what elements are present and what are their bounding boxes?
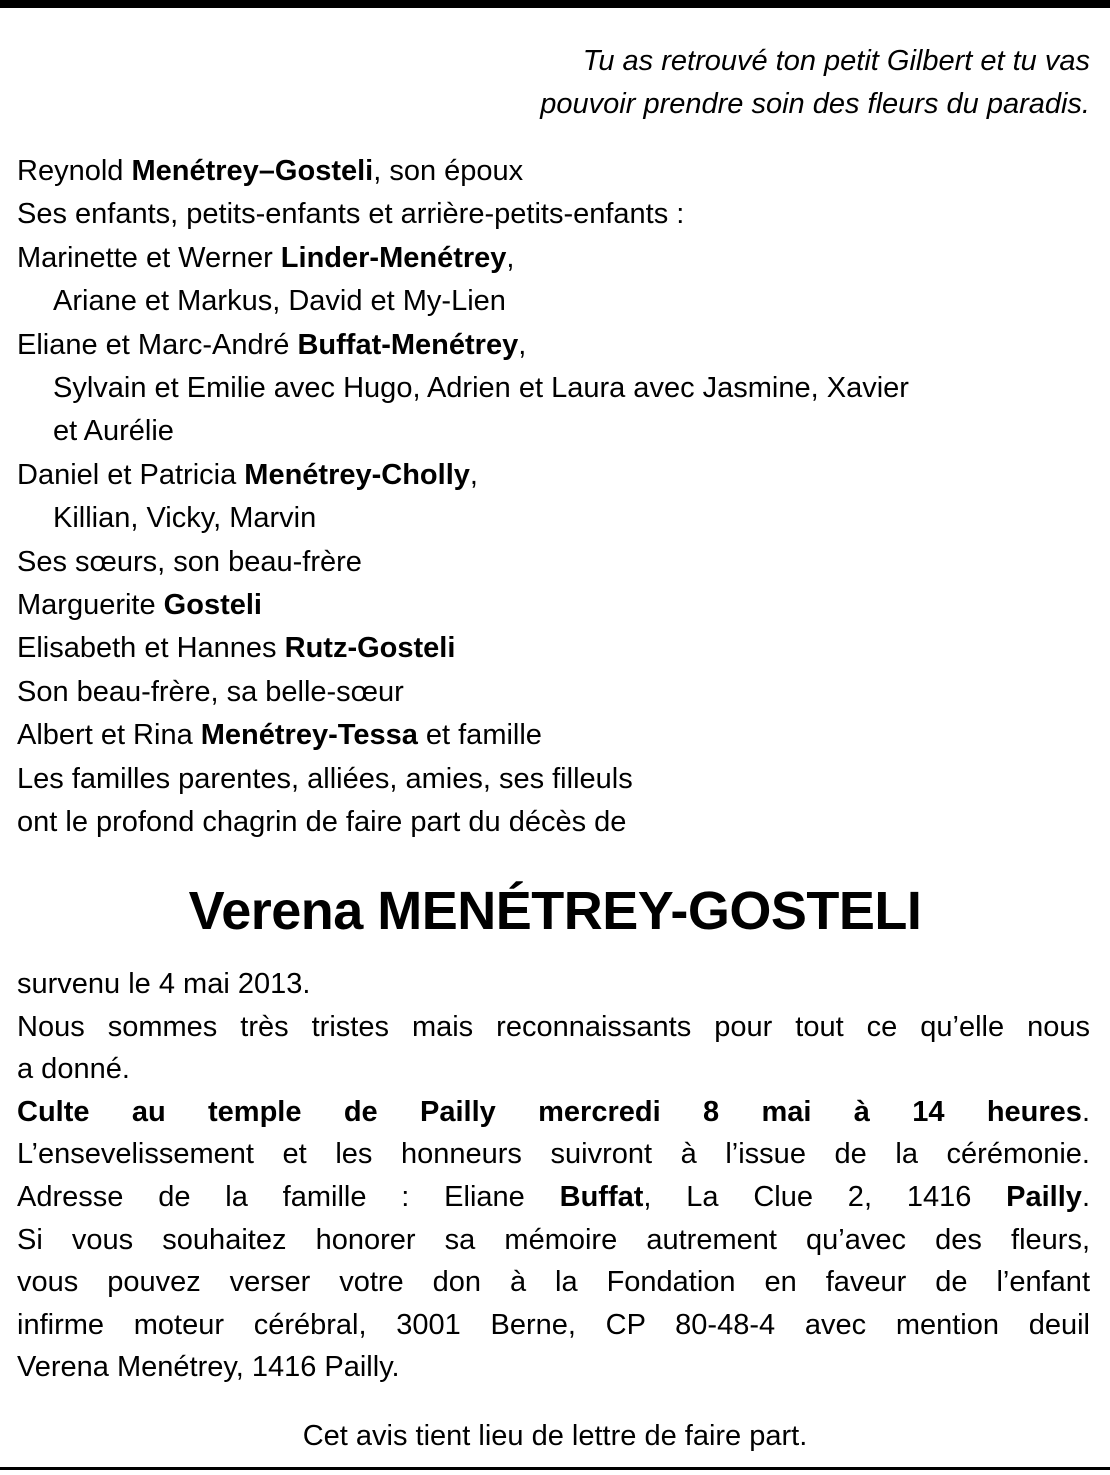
family-line	[17, 801, 1092, 844]
text-segment: Son beau-frère, sa belle-sœur	[17, 675, 404, 708]
text-segment: a donné.	[17, 1053, 130, 1086]
text-segment: , La Clue 2, 1416	[643, 1180, 1007, 1213]
text-segment: .	[1081, 1095, 1090, 1128]
text-segment: ,	[506, 241, 515, 274]
family-line	[17, 454, 1092, 497]
top-rule	[0, 0, 1110, 8]
family-line	[17, 193, 1092, 236]
text-segment: Albert et Rina	[17, 719, 201, 752]
text-segment: Sylvain et Emilie avec Hugo, Adrien et Laura avec Jasmine, Xavier	[53, 372, 909, 405]
family-line	[17, 237, 1092, 280]
family-line	[17, 627, 1092, 670]
text-segment: Eliane et Marc-André	[17, 328, 298, 361]
announcement-line	[17, 1006, 1090, 1049]
text-segment: Nous sommes très tristes mais reconnaissants pour tout ce qu’elle nous	[17, 1010, 1090, 1043]
announcement-line	[17, 1261, 1090, 1304]
quote-line: Tu as retrouvé ton petit Gilbert et tu vas	[582, 45, 1090, 77]
text-segment: Ses sœurs, son beau-frère	[17, 545, 362, 578]
text-segment: Ses enfants, petits-enfants et arrière-petits-enfants :	[17, 198, 685, 231]
bold-name: Rutz-Gosteli	[284, 632, 456, 665]
announcement-line	[17, 1346, 1090, 1389]
bold-name: Gosteli	[163, 589, 262, 622]
text-segment: Daniel et Patricia	[17, 458, 245, 491]
family-line	[17, 714, 1092, 757]
closing-note: Cet avis tient lieu de lettre de faire part.	[302, 1420, 808, 1452]
text-segment: et famille	[417, 719, 542, 752]
family-line	[17, 280, 1092, 323]
text-segment: ,	[518, 328, 527, 361]
announcement-line	[17, 963, 1090, 1006]
family-line	[17, 150, 1092, 193]
announcement-line	[17, 1091, 1090, 1134]
quote-line: pouvoir prendre soin des fleurs du paradis.	[540, 88, 1090, 120]
family-line	[17, 758, 1092, 801]
bold-name: Menétrey–Gosteli	[131, 155, 374, 187]
family-list	[17, 150, 1092, 845]
text-segment: Verena Menétrey, 1416 Pailly.	[17, 1351, 400, 1384]
text-segment: vous pouvez verser votre don à la Fondation en faveur de l’enfant	[17, 1266, 1090, 1299]
announcement-line	[17, 1133, 1090, 1176]
family-line	[17, 541, 1092, 584]
family-line	[17, 671, 1092, 714]
bottom-rule	[0, 1467, 1110, 1470]
bold-name: Linder-Menétrey	[280, 241, 507, 274]
text-segment: Adresse de la famille : Eliane	[17, 1180, 560, 1213]
deceased-name: Verena MENÉTREY-GOSTELI	[188, 881, 922, 941]
bold-name: Menétrey-Tessa	[200, 719, 418, 752]
family-line	[17, 584, 1092, 627]
announcement-line	[17, 1304, 1090, 1347]
text-segment: Les familles parentes, alliées, amies, ses filleuls	[17, 762, 633, 795]
text-segment: Elisabeth et Hannes	[17, 632, 285, 665]
bold-name: Pailly	[1006, 1180, 1082, 1213]
text-segment: ont le profond chagrin de faire part du décès de	[17, 806, 627, 839]
text-segment: Killian, Vicky, Marvin	[53, 502, 317, 535]
text-segment: Reynold	[17, 155, 132, 187]
text-segment: Ariane et Markus, David et My-Lien	[53, 285, 506, 318]
text-segment: Marinette et Werner	[17, 241, 281, 274]
bold-name: Buffat-Menétrey	[297, 328, 519, 361]
text-segment: Marguerite	[17, 589, 164, 622]
text-segment: , son époux	[373, 155, 524, 187]
text-segment: survenu le 4 mai 2013.	[17, 968, 311, 1000]
announcement-line	[17, 1219, 1090, 1262]
announcement-line	[17, 1176, 1090, 1219]
bold-name: Culte au temple de Pailly mercredi 8 mai à 14 heures	[17, 1095, 1082, 1128]
announcement-text	[17, 963, 1090, 1389]
family-line	[17, 410, 1092, 453]
bold-name: Buffat	[559, 1180, 644, 1213]
text-segment: et Aurélie	[53, 415, 174, 448]
bold-name: Menétrey-Cholly	[244, 458, 470, 491]
text-segment: Si vous souhaitez honorer sa mémoire autrement qu’avec des fleurs,	[17, 1223, 1090, 1256]
text-segment: ,	[469, 458, 478, 491]
family-line	[17, 324, 1092, 367]
epigraph-quote	[540, 40, 1090, 126]
text-segment: L’ensevelissement et les honneurs suivront à l’issue de la cérémonie.	[17, 1138, 1090, 1171]
text-segment: infirme moteur cérébral, 3001 Berne, CP 80-48-4 avec mention deuil	[17, 1308, 1090, 1341]
announcement-line	[17, 1048, 1090, 1091]
family-line	[17, 367, 1092, 410]
text-segment: .	[1081, 1180, 1090, 1213]
family-line	[17, 497, 1092, 540]
